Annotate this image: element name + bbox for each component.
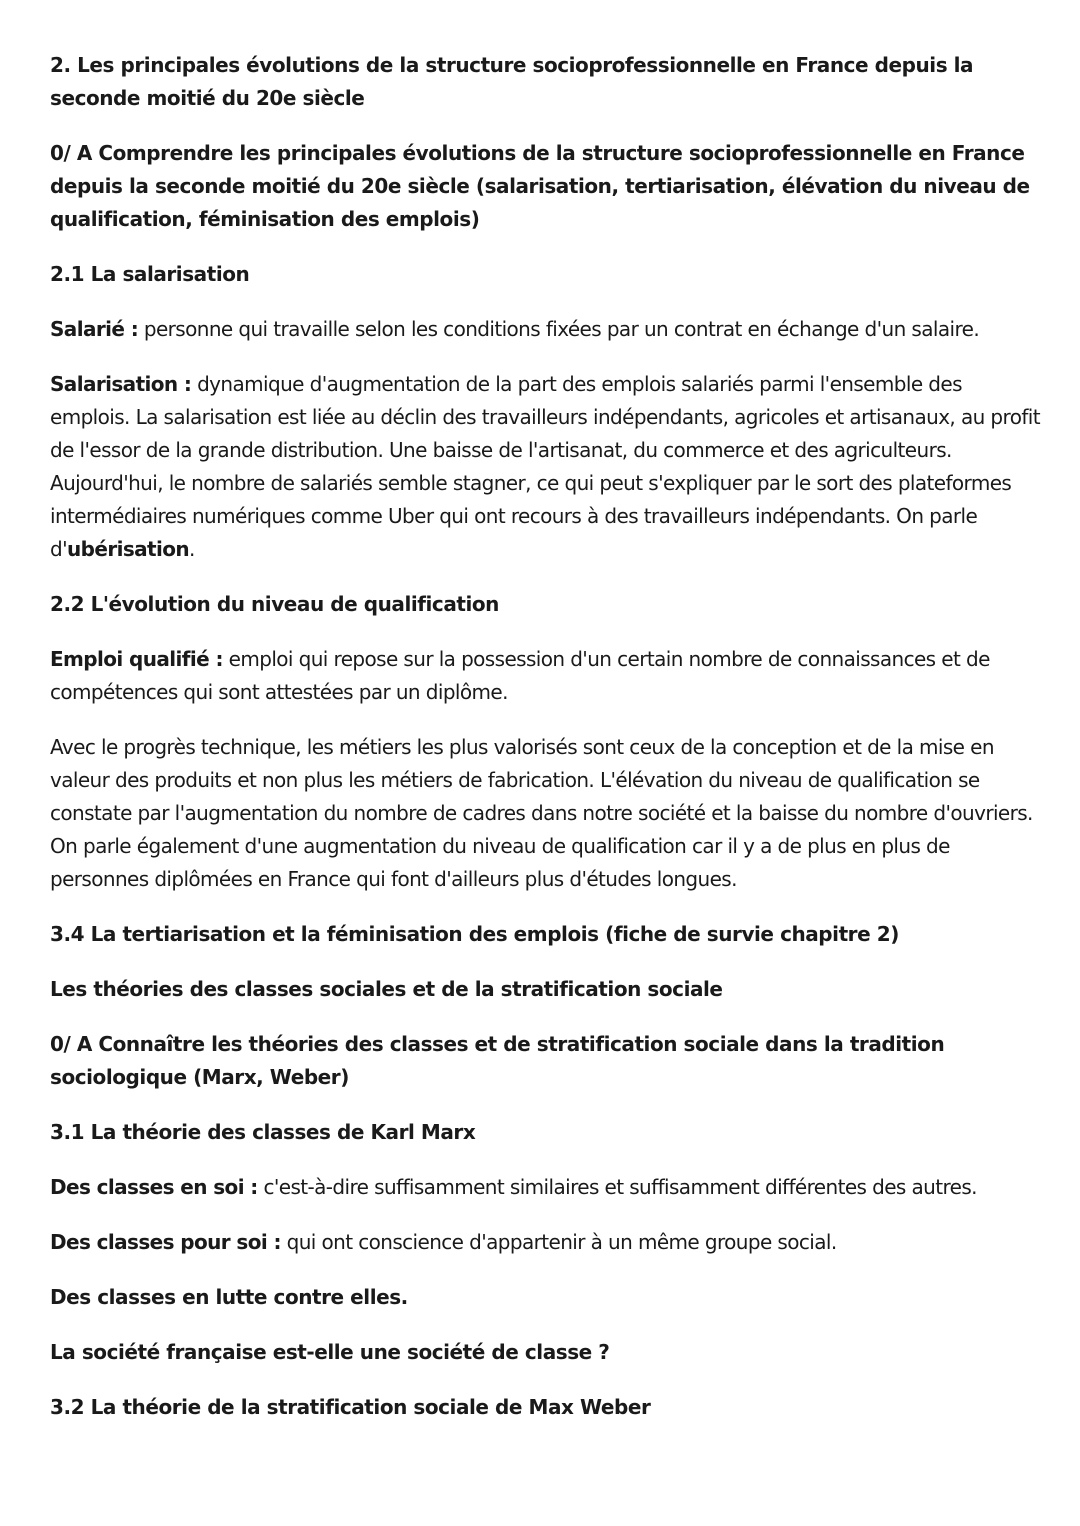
heading-3-2: 3.2 La théorie de la stratification sociale de Max Weber [50, 1395, 651, 1419]
question-societe-de-classe: La société française est-elle une société de classe ? [50, 1340, 610, 1364]
objective-1: 0/ A Comprendre les principales évolutions de la structure socioprofessionnelle en France depuis la seconde moitié du 20e siècle (salarisation, tertiarisation, élévation du niveau de qualification, féminisation des emplois) [50, 141, 1030, 231]
term-salarisation: Salarisation : [50, 372, 192, 396]
definition-emploi-qualifie-text: emploi qui repose sur la possession d'un certain nombre de connaissances et de compétences qui sont attestées par un diplôme. [50, 647, 990, 704]
heading-3-4: 3.4 La tertiarisation et la féminisation des emplois (fiche de survie chapitre 2) [50, 922, 899, 946]
term-classes-pour-soi: Des classes pour soi : [50, 1230, 281, 1254]
definition-salarie [50, 313, 1040, 346]
definition-classes-pour-soi-text: qui ont conscience d'appartenir à un même groupe social. [280, 1230, 837, 1254]
term-salarie: Salarié : [50, 317, 139, 341]
definition-classes-en-soi-text: c'est-à-dire suffisamment similaires et suffisamment différentes des autres. [257, 1175, 977, 1199]
objective-2: 0/ A Connaître les théories des classes et de stratification sociale dans la tradition sociologique (Marx, Weber) [50, 1032, 945, 1089]
paragraph-progres-technique: Avec le progrès technique, les métiers les plus valorisés sont ceux de la conception et de la mise en valeur des produits et non plus les métiers de fabrication. L'élévation du niveau de qualification se constate par l'augmentation du nombre de cadres dans notre société et la baisse du nombre d'ouvriers. On parle également d'une augmentation du niveau de qualification car il y a de plus en plus de personnes diplômées en France qui font d'ailleurs plus d'études longues. [50, 735, 1033, 891]
term-classes-en-soi: Des classes en soi : [50, 1175, 258, 1199]
definition-salarie-text: personne qui travaille selon les conditions fixées par un contrat en échange d'un salaire. [138, 317, 980, 341]
document-page [50, 49, 1040, 1446]
classes-en-lutte: Des classes en lutte contre elles. [50, 1285, 408, 1309]
heading-theories: Les théories des classes sociales et de la stratification sociale [50, 977, 723, 1001]
definition-emploi-qualifie [50, 643, 1040, 709]
term-uberisation: ubérisation [67, 537, 190, 561]
section-2-title: 2. Les principales évolutions de la structure socioprofessionnelle en France depuis la seconde moitié du 20e siècle [50, 53, 974, 110]
definition-classes-pour-soi [50, 1226, 1040, 1259]
heading-2-1: 2.1 La salarisation [50, 262, 250, 286]
term-emploi-qualifie: Emploi qualifié : [50, 647, 223, 671]
definition-classes-en-soi [50, 1171, 1040, 1204]
definition-salarisation [50, 368, 1040, 566]
heading-3-1: 3.1 La théorie des classes de Karl Marx [50, 1120, 476, 1144]
definition-salarisation-text: dynamique d'augmentation de la part des emplois salariés parmi l'ensemble des emplois. La salarisation est liée au déclin des travailleurs indépendants, agricoles et artisanaux, au profit de l'essor de la grande distribution. Une baisse de l'artisanat, du commerce et des agriculteurs. Aujourd'hui, le nombre de salariés semble stagner, ce qui peut s'expliquer par le sort des plateformes intermédiaires numériques comme Uber qui ont recours à des travailleurs indépendants. On parle d' [50, 372, 1040, 561]
definition-salarisation-end: . [189, 537, 195, 561]
heading-2-2: 2.2 L'évolution du niveau de qualification [50, 592, 499, 616]
